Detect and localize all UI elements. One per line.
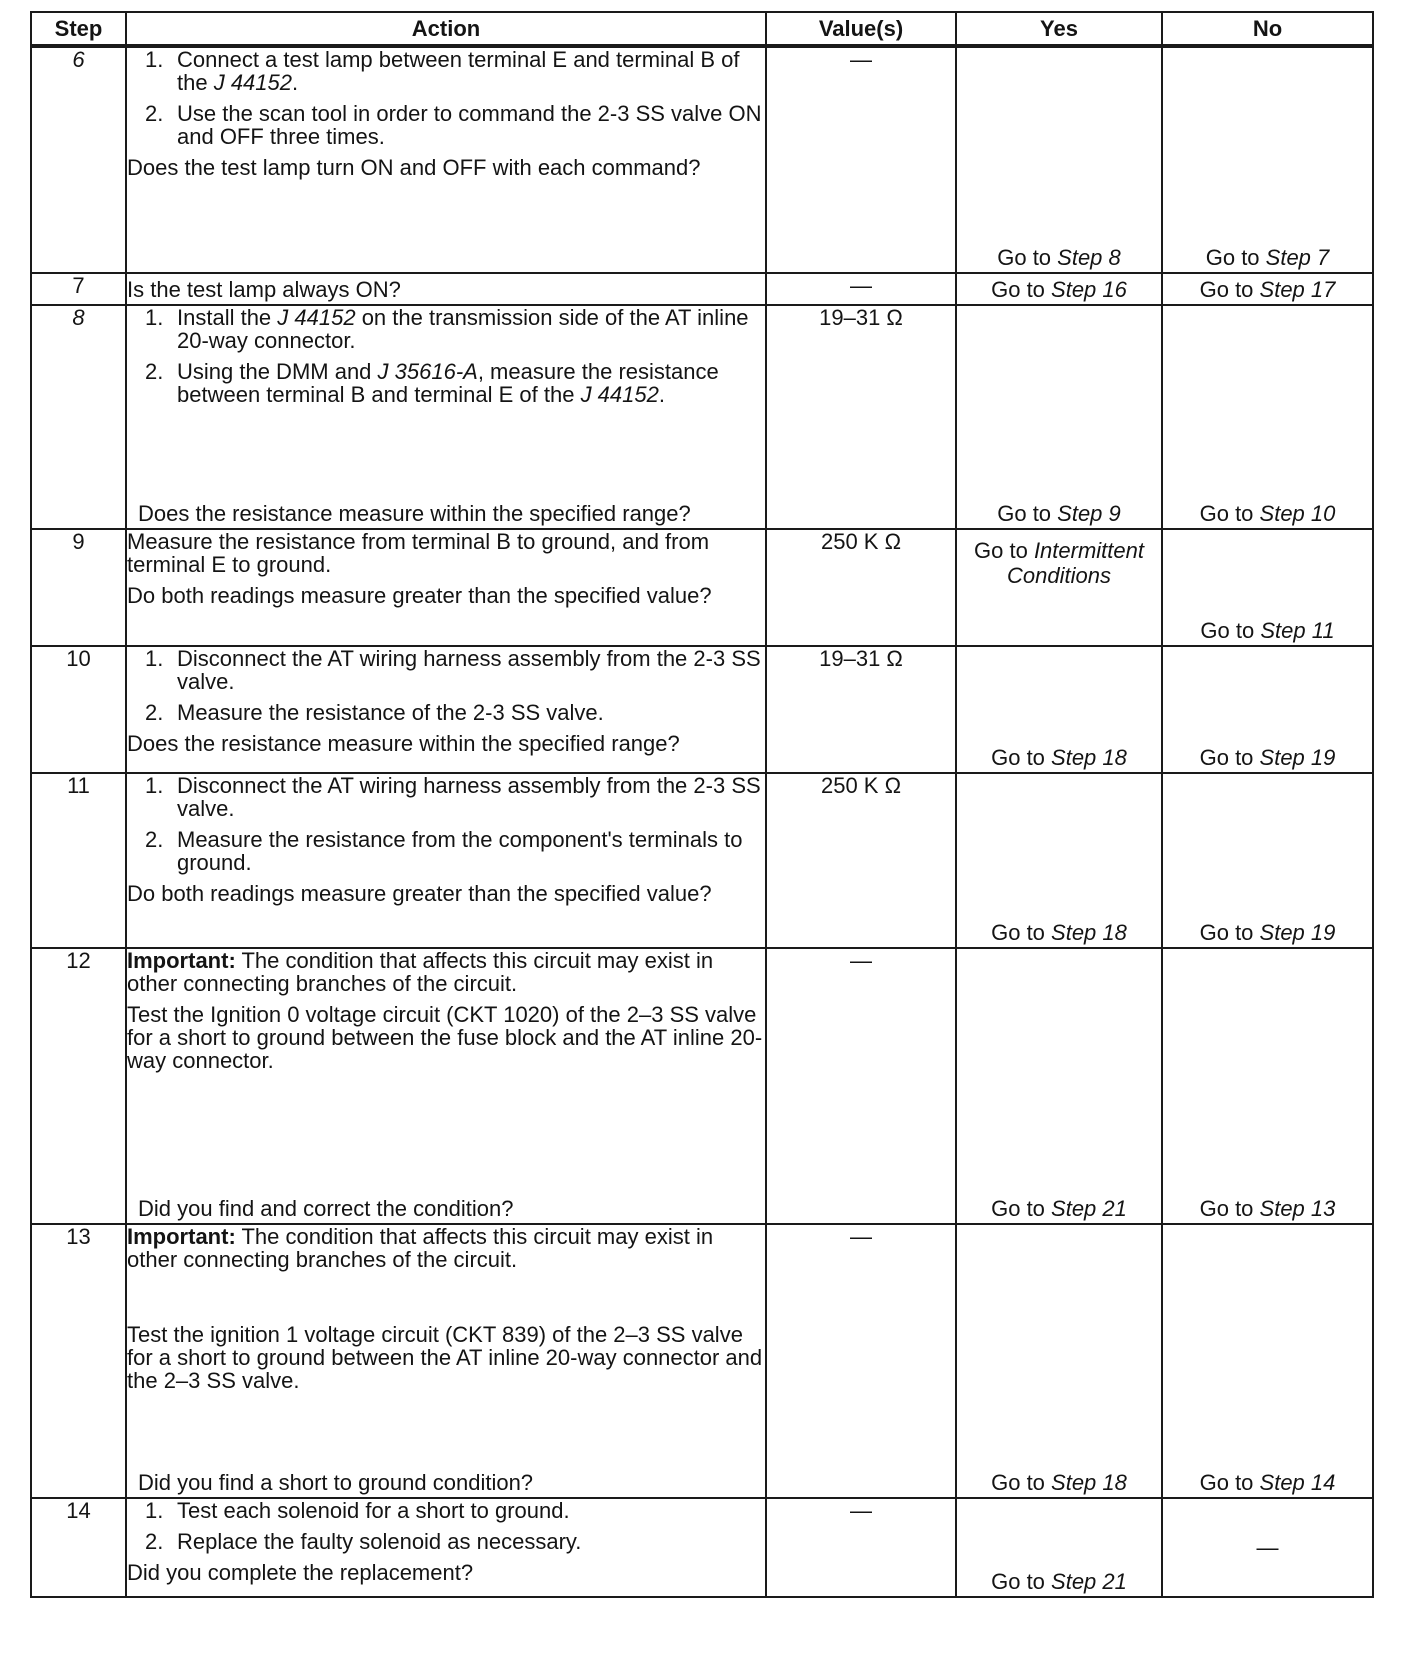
action-question: Did you find a short to ground condition?	[138, 1470, 534, 1495]
step-number: 11	[31, 773, 126, 948]
action-question: Did you complete the replacement?	[127, 1560, 474, 1585]
action-cell	[126, 948, 766, 1224]
no-link[interactable]: Go to Step 11	[1200, 618, 1335, 643]
important-note: Important: The condition that affects this circuit may exist in other connecting branches of the circuit.	[127, 1224, 714, 1272]
action-item: Using the DMM and J 35616-A, measure the resistance between terminal B and terminal E of the J 44152.	[177, 359, 719, 407]
action-list	[127, 647, 765, 724]
action-item: Disconnect the AT wiring harness assembly from the 2-3 SS valve.	[177, 646, 761, 694]
header-no: No	[1162, 12, 1373, 46]
action-cell	[126, 1498, 766, 1597]
tool-ref: J 35616-A	[377, 359, 478, 384]
tool-ref: J 44152	[277, 305, 356, 330]
tool-ref: J 44152	[580, 382, 659, 407]
value-cell: 19–31 Ω	[766, 646, 956, 773]
action-cell	[126, 1224, 766, 1498]
no-link[interactable]: Go to Step 13	[1199, 1196, 1336, 1221]
table-row-step-6	[31, 46, 1373, 273]
yes-cell	[956, 773, 1162, 948]
table-row-step-8	[31, 305, 1373, 529]
action-cell	[126, 46, 766, 273]
action-question: Do both readings measure greater than the specified value?	[127, 583, 712, 608]
tool-ref: J 44152	[213, 70, 292, 95]
action-text: Test the ignition 1 voltage circuit (CKT 839) of the 2–3 SS valve for a short to ground between the AT inline 20-way connector and the 2–3 SS valve.	[127, 1322, 763, 1393]
table-row-step-11	[31, 773, 1373, 948]
action-question: Does the test lamp turn ON and OFF with each command?	[127, 155, 701, 180]
step-number: 10	[31, 646, 126, 773]
table-row-step-9	[31, 529, 1373, 646]
action-item: Disconnect the AT wiring harness assembly from the 2-3 SS valve.	[177, 773, 761, 821]
yes-link[interactable]: Go to Intermittent Conditions	[974, 538, 1144, 588]
action-text: Measure the resistance from terminal B to ground, and from terminal E to ground.	[127, 529, 710, 577]
yes-link[interactable]: Go to Step 21	[991, 1196, 1127, 1221]
yes-link[interactable]: Go to Step 21	[991, 1569, 1127, 1594]
no-link[interactable]: Go to Step 17	[1199, 276, 1336, 302]
action-item: Measure the resistance from the component's terminals to ground.	[177, 827, 743, 875]
action-list	[127, 48, 765, 148]
no-link[interactable]: Go to Step 19	[1199, 745, 1336, 770]
no-link[interactable]: Go to Step 10	[1199, 501, 1336, 526]
yes-link[interactable]: Go to Step 16	[991, 276, 1127, 302]
table-row-step-10	[31, 646, 1373, 773]
header-step: Step	[31, 12, 126, 46]
yes-link[interactable]: Go to Step 9	[997, 501, 1121, 526]
yes-cell	[956, 273, 1162, 305]
yes-cell	[956, 46, 1162, 273]
no-cell	[1162, 646, 1373, 773]
value-cell: 250 K Ω	[766, 773, 956, 948]
yes-cell	[956, 1224, 1162, 1498]
action-list	[127, 774, 765, 874]
yes-link[interactable]: Go to Step 8	[997, 245, 1121, 270]
value-cell: —	[766, 46, 956, 273]
no-value: —	[1256, 1535, 1279, 1560]
action-cell	[126, 773, 766, 948]
yes-cell	[956, 1498, 1162, 1597]
header-yes: Yes	[956, 12, 1162, 46]
action-item: Replace the faulty solenoid as necessary.	[177, 1529, 582, 1554]
step-number: 12	[31, 948, 126, 1224]
step-number: 6	[31, 46, 126, 273]
header-row	[31, 12, 1373, 46]
yes-cell	[956, 948, 1162, 1224]
value-cell: —	[766, 1498, 956, 1597]
action-list	[127, 306, 765, 406]
step-number: 7	[31, 273, 126, 305]
yes-link[interactable]: Go to Step 18	[991, 745, 1127, 770]
yes-cell	[956, 646, 1162, 773]
table-row-step-13	[31, 1224, 1373, 1498]
value-cell: 19–31 Ω	[766, 305, 956, 529]
action-item: Use the scan tool in order to command the 2-3 SS valve ON and OFF three times.	[177, 101, 762, 149]
value-cell: —	[766, 1224, 956, 1498]
no-cell	[1162, 46, 1373, 273]
table-row-step-12	[31, 948, 1373, 1224]
yes-cell	[956, 529, 1162, 646]
action-cell	[126, 273, 766, 305]
no-cell	[1162, 1498, 1373, 1597]
no-link[interactable]: Go to Step 19	[1199, 920, 1336, 945]
no-link[interactable]: Go to Step 7	[1205, 245, 1330, 270]
action-item: Measure the resistance of the 2-3 SS valve.	[177, 700, 604, 725]
step-number: 9	[31, 529, 126, 646]
action-cell	[126, 529, 766, 646]
action-question: Does the resistance measure within the specified range?	[138, 501, 691, 526]
diagnostic-table	[30, 11, 1374, 1598]
action-text: Test the Ignition 0 voltage circuit (CKT 1020) of the 2–3 SS valve for a short to ground between the fuse block and the AT inline 20-way connector.	[127, 1002, 763, 1073]
value-cell: 250 K Ω	[766, 529, 956, 646]
header-action: Action	[126, 12, 766, 46]
action-question: Is the test lamp always ON?	[127, 276, 401, 302]
value-cell: —	[766, 273, 956, 305]
action-list	[127, 1499, 765, 1553]
step-number: 13	[31, 1224, 126, 1498]
no-cell	[1162, 529, 1373, 646]
action-item: Connect a test lamp between terminal E and terminal B of the J 44152.	[177, 47, 740, 95]
step-number: 14	[31, 1498, 126, 1597]
action-question: Do both readings measure greater than the specified value?	[127, 881, 712, 906]
yes-link[interactable]: Go to Step 18	[991, 1470, 1127, 1495]
no-link[interactable]: Go to Step 14	[1199, 1470, 1336, 1495]
important-note: Important: The condition that affects this circuit may exist in other connecting branches of the circuit.	[127, 948, 714, 996]
step-number: 8	[31, 305, 126, 529]
no-cell	[1162, 273, 1373, 305]
no-cell	[1162, 305, 1373, 529]
table-row-step-7	[31, 273, 1373, 305]
no-cell	[1162, 948, 1373, 1224]
no-cell	[1162, 773, 1373, 948]
action-cell	[126, 305, 766, 529]
yes-cell	[956, 305, 1162, 529]
action-cell	[126, 646, 766, 773]
action-question: Does the resistance measure within the specified range?	[127, 731, 680, 756]
action-item: Install the J 44152 on the transmission side of the AT inline 20-way connector.	[177, 305, 749, 353]
no-cell	[1162, 1224, 1373, 1498]
header-values: Value(s)	[766, 12, 956, 46]
value-cell: —	[766, 948, 956, 1224]
table-row-step-14	[31, 1498, 1373, 1597]
action-question: Did you find and correct the condition?	[138, 1196, 514, 1221]
yes-link[interactable]: Go to Step 18	[991, 920, 1127, 945]
action-item: Test each solenoid for a short to ground.	[177, 1498, 570, 1523]
